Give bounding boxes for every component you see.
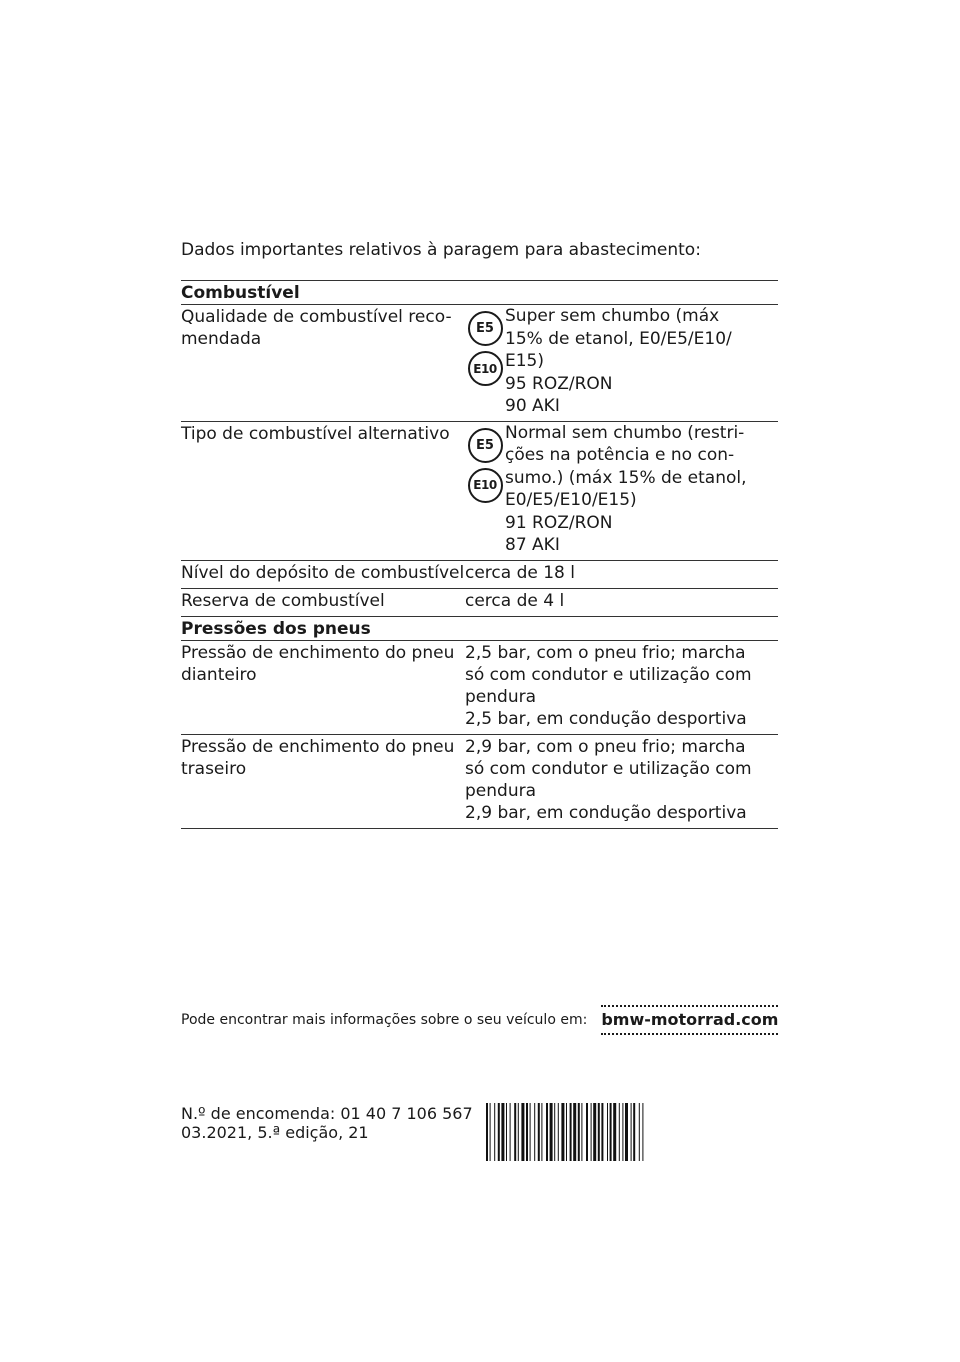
barcode-bar [501, 1103, 504, 1161]
barcode-bar [578, 1103, 580, 1161]
e10-fuel-icon: E10 [468, 468, 503, 503]
barcode-bar [631, 1103, 632, 1161]
barcode-bar [601, 1103, 603, 1161]
barcode-bar [581, 1103, 582, 1161]
barcode-bar [591, 1103, 592, 1161]
barcode-bar [570, 1103, 572, 1161]
barcode-bar [498, 1103, 500, 1161]
barcode-bar [530, 1103, 531, 1161]
barcode-bar [550, 1103, 553, 1161]
spec-table [181, 280, 778, 829]
table-row-rear-tyre [181, 735, 778, 829]
barcode-bar [541, 1103, 542, 1161]
barcode-bar [607, 1103, 608, 1161]
barcode-bar [598, 1103, 600, 1161]
barcode-bar [554, 1103, 555, 1161]
alternative-fuel-icons [465, 422, 505, 560]
order-info [181, 1104, 481, 1142]
recommended-fuel-value: Super sem chumbo (máx 15% de etanol, E0/E5/E10/ E15) 95 ROZ/RON 90 AKI [505, 306, 732, 416]
fuel-section-header [181, 281, 778, 305]
barcode-bar [566, 1103, 567, 1161]
barcode-bar [514, 1103, 516, 1161]
alternative-fuel-value: Normal sem chumbo (restri- ções na potência e no con- sumo.) (máx 15% de etanol, E0/E5/E10/E15) 91 ROZ/RON 87 AKI [505, 422, 747, 555]
barcode-bar [642, 1103, 643, 1161]
more-info-line [181, 1005, 781, 1035]
barcode-bar [546, 1103, 548, 1161]
front-tyre-label: Pressão de enchimento do pneu dianteiro [181, 642, 455, 685]
fuel-reserve-label: Reserva de combustível [181, 590, 385, 611]
barcode-bar [521, 1103, 524, 1161]
intro-text: Dados importantes relativos à paragem para abastecimento: [181, 240, 701, 260]
order-number: N.º de encomenda: 01 40 7 106 567 [181, 1104, 473, 1123]
website-link[interactable]: bmw-motorrad.com [601, 1005, 778, 1035]
e5-fuel-icon: E5 [468, 428, 503, 463]
table-row-alternative-fuel [181, 422, 778, 561]
rear-tyre-label: Pressão de enchimento do pneu traseiro [181, 736, 455, 779]
barcode-bar [561, 1103, 564, 1161]
table-row-front-tyre [181, 641, 778, 735]
tank-level-value: cerca de 18 l [465, 562, 576, 583]
barcode-bar [506, 1103, 507, 1161]
barcode-bar [538, 1103, 540, 1161]
barcode-bar [633, 1103, 635, 1161]
table-row-recommended-fuel [181, 305, 778, 422]
barcode-bar [610, 1103, 612, 1161]
barcode-bar [526, 1103, 528, 1161]
barcode-bar [518, 1103, 519, 1161]
table-row-fuel-reserve [181, 589, 778, 617]
barcode-bar [625, 1103, 628, 1161]
barcode-bar [639, 1103, 640, 1161]
e5-fuel-icon: E5 [468, 311, 503, 346]
barcode-bar [490, 1103, 491, 1161]
alternative-fuel-label: Tipo de combustível alternativo [181, 423, 450, 444]
barcode-bar [593, 1103, 596, 1161]
barcode-bar [534, 1103, 535, 1161]
fuel-section-title: Combustível [181, 283, 300, 303]
rear-tyre-value: 2,9 bar, com o pneu frio; marcha só com condutor e utilização com pendura 2,9 bar, em condução desportiva [465, 736, 752, 823]
recommended-fuel-icons [465, 305, 505, 421]
barcode-bar [586, 1103, 588, 1161]
fuel-reserve-value: cerca de 4 l [465, 590, 565, 611]
tyres-section-title: Pressões dos pneus [181, 618, 371, 639]
tyres-section-header [181, 617, 778, 641]
tank-level-label: Nível do depósito de combustível [181, 562, 465, 583]
barcode-image [486, 1103, 778, 1161]
e10-fuel-icon: E10 [468, 351, 503, 386]
barcode-bar [619, 1103, 620, 1161]
barcode-bar [510, 1103, 511, 1161]
barcode-bar [573, 1103, 576, 1161]
barcode-bar [494, 1103, 495, 1161]
barcode-bar [486, 1103, 488, 1161]
barcode-bar [558, 1103, 559, 1161]
recommended-fuel-label: Qualidade de combustível reco- mendada [181, 307, 452, 349]
edition-info: 03.2021, 5.ª edição, 21 [181, 1123, 369, 1142]
barcode-bar [613, 1103, 616, 1161]
barcode-bar [622, 1103, 623, 1161]
table-row-tank-level [181, 561, 778, 589]
more-info-text: Pode encontrar mais informações sobre o seu veículo em: [181, 1012, 588, 1028]
front-tyre-value: 2,5 bar, com o pneu frio; marcha só com condutor e utilização com pendura 2,5 bar, em condução desportiva [465, 642, 752, 729]
